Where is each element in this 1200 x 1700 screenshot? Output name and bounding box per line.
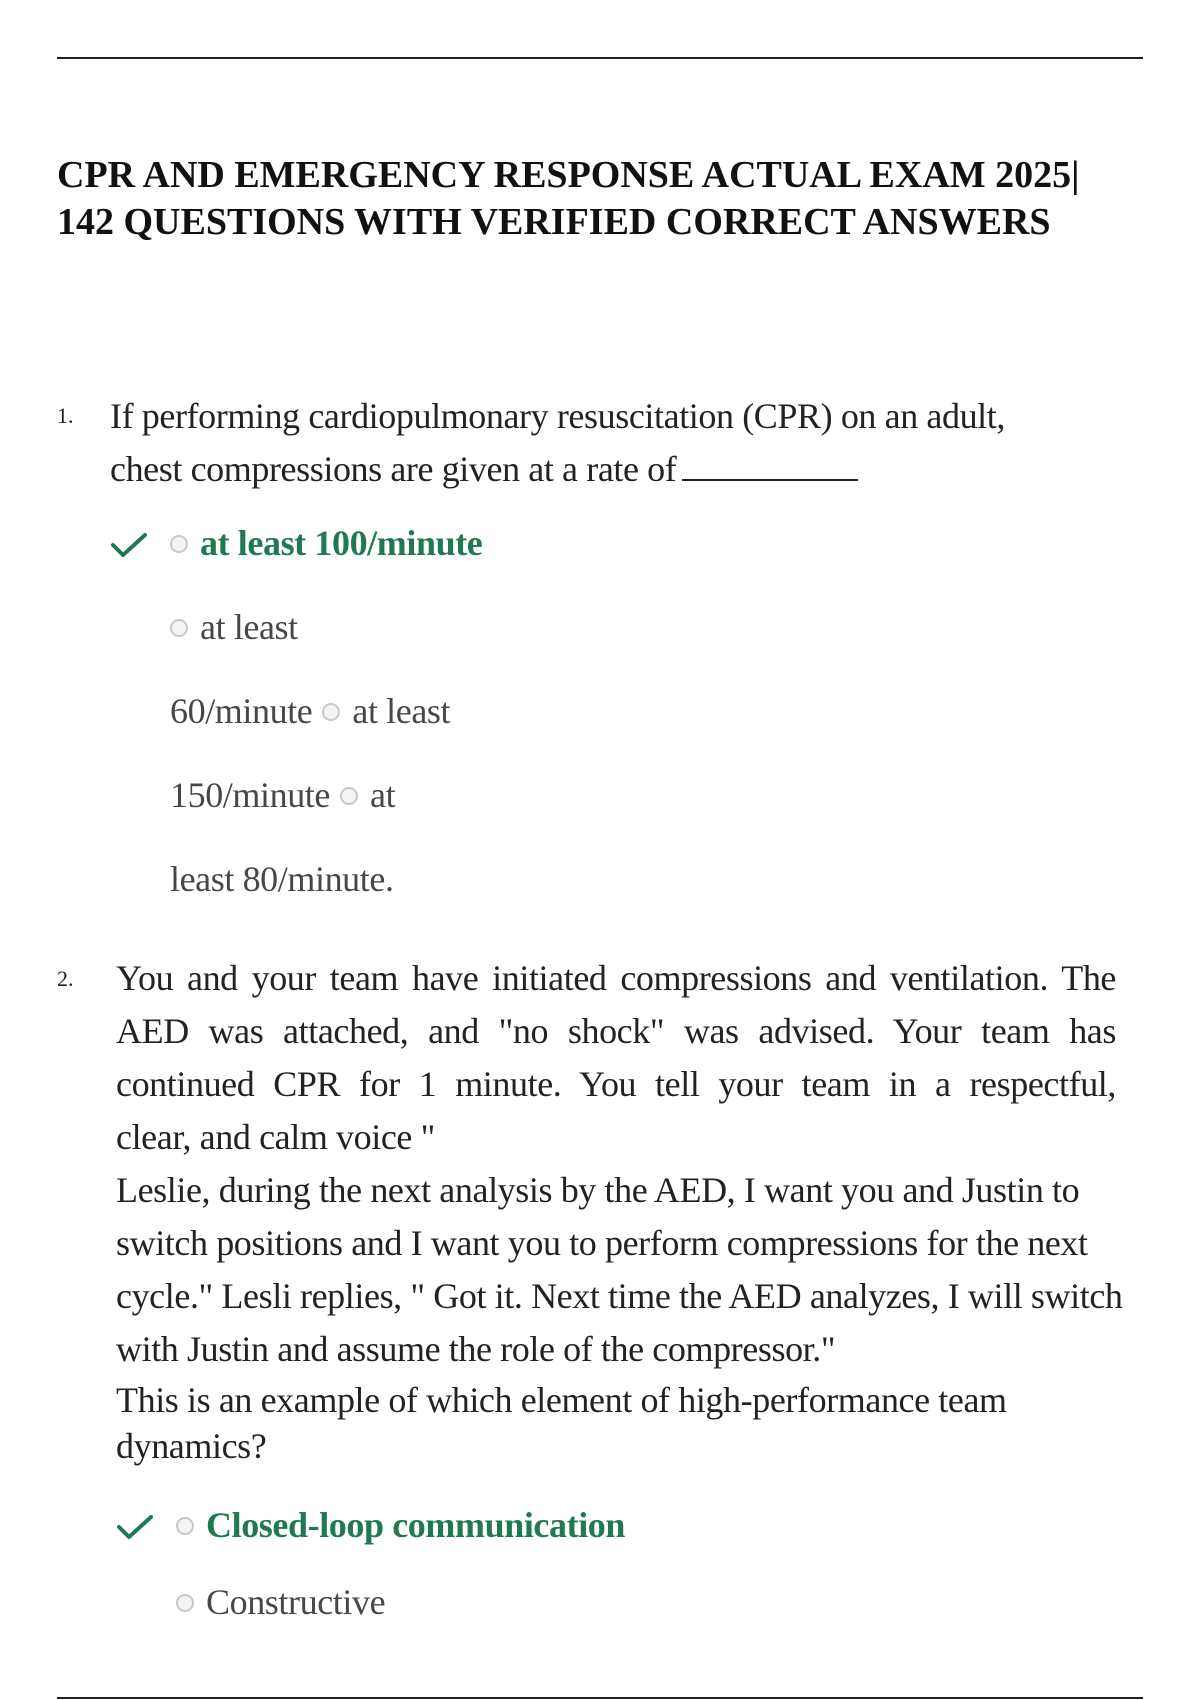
option-text: at least bbox=[352, 691, 451, 731]
question-1-line-2 bbox=[110, 443, 1005, 496]
question-1-line-2-text: chest compressions are given at a rate of bbox=[110, 449, 677, 489]
radio-icon[interactable] bbox=[322, 703, 340, 721]
option-text: least 80/minute. bbox=[170, 859, 394, 899]
question-2-line-3: continued CPR for 1 minute. You tell your team in a respectful, bbox=[116, 1064, 1116, 1104]
option-text: at bbox=[370, 775, 396, 815]
question-2-line-4: clear, and calm voice " bbox=[116, 1117, 435, 1157]
title-line-1: CPR AND EMERGENCY RESPONSE ACTUAL EXAM 2025| bbox=[57, 154, 1080, 196]
correct-answer-label: Closed-loop communication bbox=[206, 1505, 626, 1545]
question-1-option-row-1[interactable] bbox=[170, 606, 298, 648]
question-2-line-6: switch positions and I want you to perform compressions for the next bbox=[116, 1223, 1088, 1263]
question-1-option-row-3[interactable] bbox=[170, 774, 395, 816]
option-text: 60/minute bbox=[170, 691, 313, 731]
radio-icon[interactable] bbox=[170, 535, 188, 553]
radio-icon[interactable] bbox=[176, 1594, 194, 1612]
question-1-option-row-4[interactable] bbox=[170, 858, 394, 900]
question-1-option-correct[interactable] bbox=[170, 522, 482, 564]
answer-blank bbox=[682, 449, 858, 481]
question-1-number: 1. bbox=[57, 403, 74, 428]
title-line-2: 142 QUESTIONS WITH VERIFIED CORRECT ANSWERS bbox=[57, 201, 1051, 243]
question-1-option-row-2[interactable] bbox=[170, 690, 450, 732]
document-title bbox=[57, 152, 1157, 246]
checkmark-icon bbox=[116, 1512, 154, 1542]
question-2-text bbox=[116, 952, 1123, 1468]
question-2-line-5: Leslie, during the next analysis by the AED, I want you and Justin to bbox=[116, 1170, 1080, 1210]
option-text: at least bbox=[200, 607, 298, 647]
question-2-line-1: You and your team have initiated compressions and ventilation. The bbox=[116, 958, 1116, 998]
bottom-rule bbox=[57, 1697, 1143, 1699]
radio-icon[interactable] bbox=[340, 787, 358, 805]
question-1-text bbox=[110, 390, 1005, 496]
question-2-option-row-1[interactable] bbox=[176, 1581, 385, 1623]
question-2-option-correct[interactable] bbox=[176, 1504, 625, 1546]
top-rule bbox=[57, 57, 1143, 59]
option-text: 150/minute bbox=[170, 775, 330, 815]
question-2-number: 2. bbox=[57, 966, 74, 991]
checkmark-icon bbox=[110, 530, 148, 560]
question-2-line-7: cycle." Lesli replies, " Got it. Next time the AED analyzes, I will switch bbox=[116, 1276, 1123, 1316]
radio-icon[interactable] bbox=[176, 1517, 194, 1535]
option-text: Constructive bbox=[206, 1582, 386, 1622]
question-2-line-10: dynamics? bbox=[116, 1426, 267, 1466]
question-2-line-2: AED was attached, and "no shock" was advised. Your team has bbox=[116, 1011, 1116, 1051]
question-1-line-1: If performing cardiopulmonary resuscitation (CPR) on an adult, bbox=[110, 396, 1005, 436]
question-2-line-9: This is an example of which element of high-performance team bbox=[116, 1380, 1007, 1420]
correct-answer-label: at least 100/minute bbox=[200, 523, 483, 563]
radio-icon[interactable] bbox=[170, 619, 188, 637]
question-2-line-8: with Justin and assume the role of the compressor." bbox=[116, 1329, 836, 1369]
